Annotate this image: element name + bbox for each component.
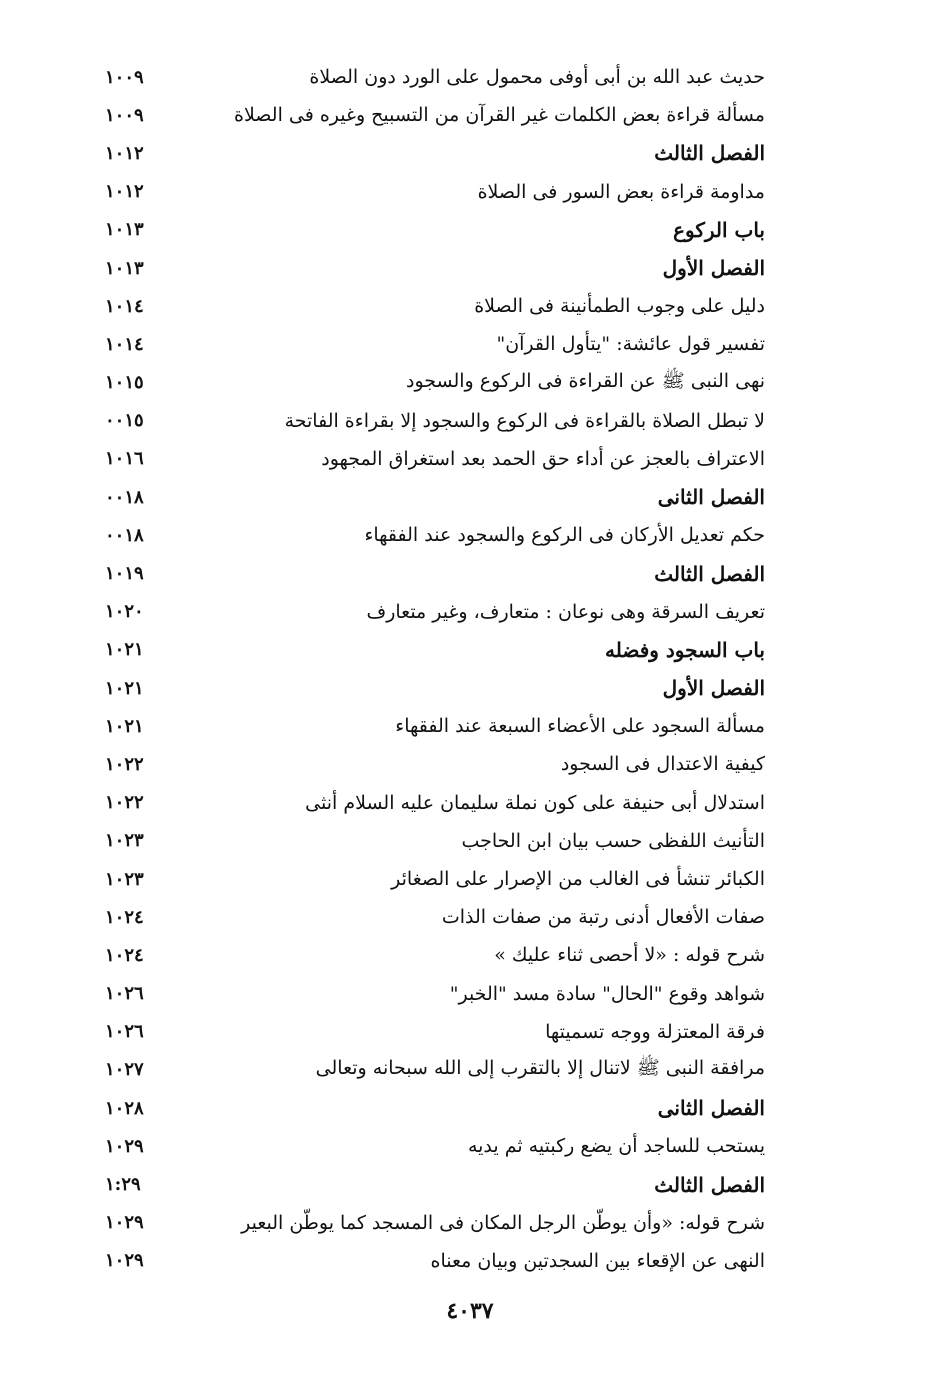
toc-entry-page: ١٠١٤	[105, 295, 144, 317]
toc-entry-title: دليل على وجوب الطمأنينة فى الصلاة	[474, 295, 765, 318]
toc-entry-page: ١٠٢٢	[105, 753, 144, 775]
toc-entry-page: ١٠٢٤	[105, 906, 144, 928]
toc-heading-title: الفصل الثالث	[654, 1172, 765, 1197]
toc-entry-title: استدلال أبى حنيفة على كون نملة سليمان عليه السلام أنثى	[305, 791, 765, 814]
page-number: ٤٠٣٧	[446, 1298, 494, 1324]
toc-entry-title: صفات الأفعال أدنى رتبة من صفات الذات	[441, 906, 765, 929]
toc-entry	[105, 96, 765, 134]
toc-section-heading	[105, 478, 765, 516]
toc-entry-title: مرافقة النبى ﷺ لاتنال إلا بالتقرب إلى الله سبحانه وتعالى	[315, 1056, 765, 1079]
toc-entry-title: لا تبطل الصلاة بالقراءة فى الركوع والسجود إلا بقراءة الفاتحة	[284, 409, 765, 432]
toc-entry-page: ١٠١٦	[105, 448, 144, 470]
toc-entry-title: نهى النبى ﷺ عن القراءة فى الركوع والسجود	[405, 369, 765, 392]
toc-entry-page: ١٠٢٦	[105, 983, 144, 1005]
toc-entry	[105, 440, 765, 478]
toc-entry	[105, 898, 765, 936]
toc-entry-page: ١٠٢٦	[105, 1021, 144, 1043]
toc-entry-title: مسألة قراءة بعض الكلمات غير القرآن من التسبيح وغيره فى الصلاة	[234, 104, 765, 127]
toc-entry-page: ١٠٢٢	[105, 792, 144, 814]
toc-entry	[105, 325, 765, 363]
toc-section-heading	[105, 631, 765, 669]
toc-heading-title: الفصل الثانى	[657, 1096, 765, 1121]
toc-entry-page: ١٠١٥	[105, 372, 144, 394]
toc-entry-title: تفسير قول عائشة: "يتأول القرآن"	[496, 333, 765, 356]
toc-entry	[105, 1127, 765, 1165]
toc-entry	[105, 287, 765, 325]
toc-heading-title: الفصل الثالث	[654, 561, 765, 586]
toc-section-heading	[105, 211, 765, 249]
toc-entry-page: ١٠٢١	[105, 677, 144, 699]
toc-entry-page: ١٠٢٧	[105, 1059, 144, 1081]
toc-entry	[105, 593, 765, 631]
toc-entry-page: ١٠٢٩	[105, 1212, 144, 1234]
toc-section-heading	[105, 134, 765, 172]
toc-entry	[105, 707, 765, 745]
toc-entry-page: ١٠١٢	[105, 181, 144, 203]
toc-entry-page: ١٠١٤	[105, 333, 144, 355]
toc-heading-title: الفصل الأول	[662, 676, 765, 701]
toc-entry-title: الاعتراف بالعجز عن أداء حق الحمد بعد استغراق المجهود	[321, 447, 765, 470]
table-of-contents	[105, 58, 765, 1280]
toc-entry-page: ١٠٢٣	[105, 868, 144, 890]
toc-entry-title: مداومة قراءة بعض السور فى الصلاة	[477, 180, 765, 203]
toc-heading-title: باب الركوع	[673, 217, 765, 242]
toc-entry-page: ١٠٠٩	[105, 104, 144, 126]
toc-entry	[105, 745, 765, 783]
toc-entry-page: ٠٠١٨	[105, 486, 144, 508]
toc-entry	[105, 784, 765, 822]
toc-entry-page: ١:٢٩	[105, 1174, 141, 1196]
toc-entry	[105, 364, 765, 402]
toc-section-heading	[105, 249, 765, 287]
toc-entry-page: ١٠٢٩	[105, 1250, 144, 1272]
toc-entry-title: النهى عن الإقعاء بين السجدتين وبيان معناه	[430, 1249, 765, 1272]
toc-entry	[105, 173, 765, 211]
toc-entry-page: ١٠٢١	[105, 639, 144, 661]
toc-entry-page: ٠٠١٥	[105, 410, 144, 432]
toc-entry-page: ١٠٢١	[105, 715, 144, 737]
toc-entry-title: شرح قوله: «وأن يوطّن الرجل المكان فى المسجد كما يوطّن البعير	[241, 1211, 765, 1234]
toc-entry-title: مسألة السجود على الأعضاء السبعة عند الفقهاء	[395, 715, 765, 738]
toc-entry-page: ١٠٢٣	[105, 830, 144, 852]
toc-entry-title: حكم تعديل الأركان فى الركوع والسجود عند الفقهاء	[364, 524, 765, 547]
toc-entry-page: ١٠٢٩	[105, 1135, 144, 1157]
toc-entry	[105, 1242, 765, 1280]
toc-entry-page: ١٠١٢	[105, 142, 144, 164]
toc-heading-title: الفصل الأول	[662, 256, 765, 281]
toc-entry-page: ١٠٢٨	[105, 1097, 144, 1119]
toc-entry-title: حديث عبد الله بن أبى أوفى محمول على الورد دون الصلاة	[309, 66, 765, 89]
toc-heading-title: الفصل الثالث	[654, 141, 765, 166]
toc-entry	[105, 860, 765, 898]
toc-entry-title: يستحب للساجد أن يضع ركبتيه ثم يديه	[467, 1135, 765, 1158]
toc-entry-title: فرقة المعتزلة ووجه تسميتها	[545, 1020, 765, 1043]
toc-section-heading	[105, 554, 765, 592]
toc-entry-title: التأنيث اللفظى حسب بيان ابن الحاجب	[461, 829, 765, 852]
toc-heading-title: الفصل الثانى	[657, 485, 765, 510]
toc-entry	[105, 516, 765, 554]
toc-entry	[105, 58, 765, 96]
toc-entry	[105, 975, 765, 1013]
toc-entry-page: ١٠١٣	[105, 257, 144, 279]
toc-entry	[105, 822, 765, 860]
toc-entry	[105, 1204, 765, 1242]
toc-heading-title: باب السجود وفضله	[605, 637, 765, 662]
toc-entry	[105, 1051, 765, 1089]
toc-entry-page: ١٠٠٩	[105, 66, 144, 88]
toc-entry-title: الكبائر تنشأ فى الغالب من الإصرار على الصغائر	[391, 868, 765, 891]
toc-entry-title: تعريف السرقة وهى نوعان : متعارف، وغير متعارف	[366, 600, 765, 623]
toc-entry	[105, 936, 765, 974]
toc-entry-title: شواهد وقوع "الحال" سادة مسد "الخبر"	[449, 982, 765, 1005]
toc-section-heading	[105, 1089, 765, 1127]
toc-entry	[105, 402, 765, 440]
toc-entry-title: شرح قوله : «لا أحصى ثناء عليك »	[494, 944, 765, 967]
toc-section-heading	[105, 669, 765, 707]
toc-entry-page: ١٠١٣	[105, 219, 144, 241]
toc-entry-title: كيفية الاعتدال فى السجود	[560, 753, 765, 776]
toc-entry-page: ١٠٢٠	[105, 601, 144, 623]
toc-entry-page: ٠٠١٨	[105, 524, 144, 546]
toc-entry-page: ١٠٢٤	[105, 944, 144, 966]
toc-entry	[105, 1013, 765, 1051]
toc-section-heading	[105, 1165, 765, 1203]
toc-entry-page: ١٠١٩	[105, 563, 144, 585]
